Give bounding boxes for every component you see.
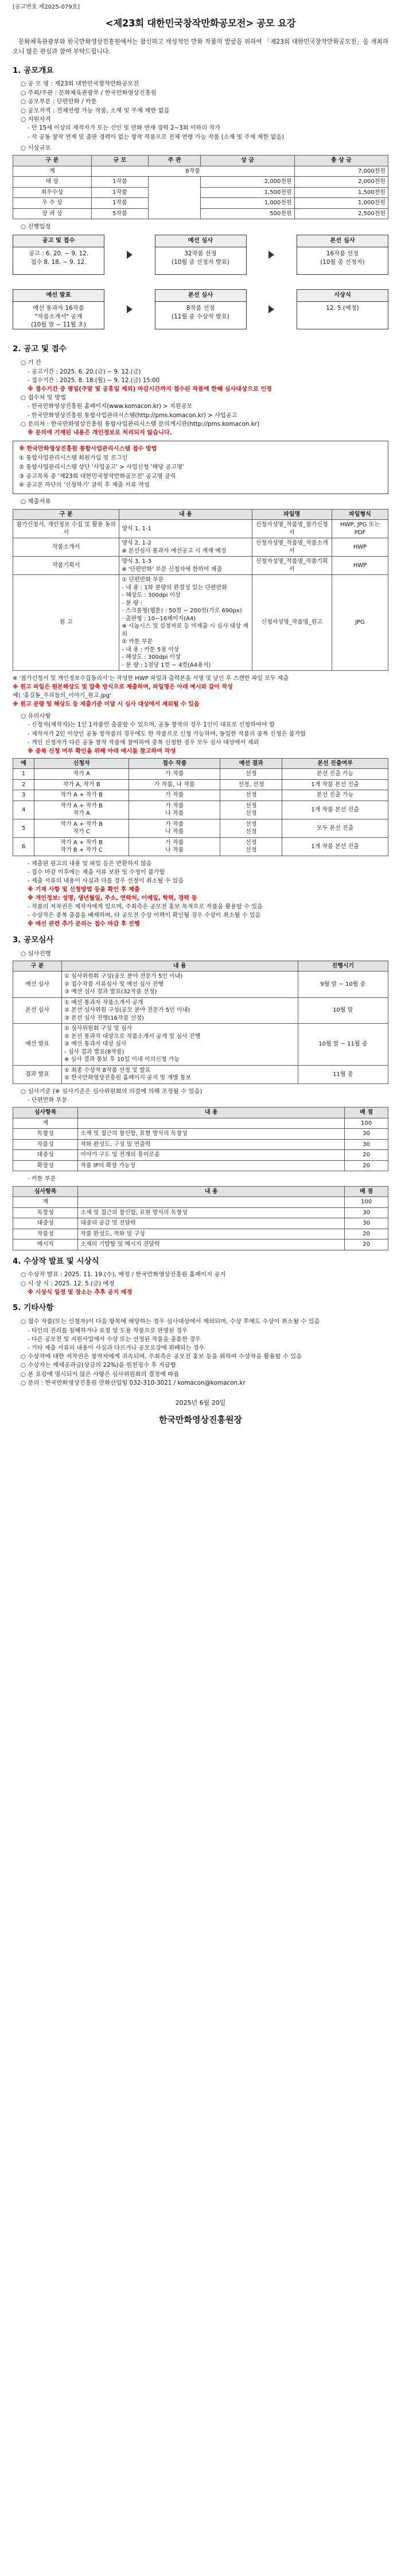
table-cell: 작가 A, 작가 B: [34, 779, 129, 790]
table-header-cell: 내 용: [78, 1108, 345, 1118]
table-row: [13, 790, 388, 801]
table-cell: 신청자성명_작품명_참가신청서: [252, 520, 332, 538]
table-header-cell: 구 분: [13, 961, 62, 972]
table-row: [13, 187, 388, 198]
table-cell: 작가 A + 작가 B 작가 C: [34, 819, 129, 837]
table-header-cell: 상 금: [201, 156, 294, 166]
criteria-comic-label: - 단편만화 부문: [28, 1097, 68, 1104]
misc-item: ○ 수상자는 제세공과금(상금의 22%)을 원천징수 후 지급함: [21, 1362, 176, 1369]
contact-line: ○ 문의처 : 한국만화영상진흥원 통합사업관리시스템 문의게시판(http://pms.komacon.kr): [21, 420, 260, 428]
table-cell: 계: [13, 166, 92, 177]
table-row: [13, 575, 388, 671]
table-header-cell: 진행시기: [298, 961, 388, 972]
table-cell: ① 예선 통과자 작품소개서 공개 ② 본선 심사위원 구성(공모 분야 전문가 5인 이내) ③ 본선 심사 진행(16작품 선정): [61, 997, 298, 1024]
docs-note: ※ '참가신청서 및 개인정보수집동의서'는 작성한 HWP 파일과 출력본을 서명 및 날인 후 스캔한 파일 모두 제출: [13, 675, 289, 682]
table-cell: 양식 3, 1-3 ※ '단편만화' 부문 신청자에 한하여 제출: [119, 557, 252, 575]
table-row: [13, 520, 388, 538]
table-cell: 30: [345, 1218, 388, 1229]
caution-item: ※ 기재 사항 및 신청방법 등을 확인 후 제출: [28, 887, 140, 893]
table-cell: 11월 중: [298, 1065, 388, 1083]
schedule-flow: [13, 235, 388, 338]
eligibility-line: - 만 15세 이상의 제작자가 또는 신인 및 만화 연재 경력 2~3회 이하의 작가: [28, 125, 221, 132]
table-cell: 30: [345, 1129, 388, 1140]
table-header-cell: 심사항목: [13, 1108, 78, 1118]
table-row: [13, 769, 388, 780]
s1-item: ○ 공모자격 : 전체연령 가능 작품, 소재 및 주제 제한 없음: [21, 107, 170, 114]
table-cell: 선정: [220, 769, 282, 780]
table-cell: 양식 1, 1-1: [119, 520, 252, 538]
criteria-cartoon-table: [13, 1186, 388, 1250]
step-title: 본선 심사: [297, 235, 388, 247]
docs-notes: [13, 674, 388, 709]
table-cell: 1작품: [91, 187, 148, 198]
table-cell: 1개 작품 본선 진출: [282, 779, 388, 790]
table-row: [13, 198, 388, 209]
table-cell: 선정 선정: [220, 819, 282, 837]
eligibility-line: - 작 공동 창작 연재 및 출판 경력이 없는 창작 작품으로 전체 연령 가능 작품 (소재 및 주제 제한 없음): [28, 134, 285, 141]
table-cell: 2: [13, 779, 34, 790]
caution-item: - 제작자가 2인 이상인 공동 창작품의 경우에도 한 작품으로 신청 가능하며, 동일한 작품의 중복 신청은 불가함: [28, 731, 306, 737]
arrow-right-icon: [268, 305, 274, 313]
table-cell: 1개 작품 본선 진출: [282, 837, 388, 856]
table-cell: 대 상: [13, 177, 92, 188]
caution-item: - 접수 마감 이후에는 제출 서류 보완 및 수정이 불가함: [28, 869, 165, 876]
table-header-cell: 접수 작품: [129, 758, 220, 769]
section-1-heading: 1. 공모개요: [13, 65, 54, 75]
table-header-cell: 배 점: [345, 1108, 388, 1118]
table-cell: 독창성: [13, 1129, 78, 1140]
table-cell: 본선 진출 가능: [282, 790, 388, 801]
issuer: 한국만화영상진흥원장: [159, 1414, 242, 1425]
caution-item: ※ 중복 신청 여부 확인을 위해 아래 예시를 참고하여 작성: [28, 748, 176, 755]
table-cell: 작가 A + 작가 B 작가 A: [34, 801, 129, 819]
documents-table: [13, 509, 388, 671]
table-cell: 9월 말 ~ 10월 중: [298, 972, 388, 998]
table-cell: ① 심사위원회 구성(공모 분야 전문가 5인 이내) ② 접수작품 서류심사 및 예선 심사 진행 ③ 예선 심사 결과 발표(32작품 선정): [61, 972, 298, 998]
table-cell: 소재 및 접근의 참신함, 표현 방식의 독창성: [78, 1129, 345, 1140]
award-item: ○ 시 상 식 : 2025. 12. 5.(금) 예정: [21, 1280, 115, 1287]
table-row: [13, 1024, 388, 1066]
step-body: 16작품 선정 (10월 중 선정자): [320, 250, 365, 266]
table-row: [13, 1240, 388, 1250]
box-step: ② 통합사업관리시스템 상단 '사업공고' > 사업신청 '해당 공고명': [19, 464, 184, 471]
box-step: ① 통합사업관리시스템 회원가입 및 로그인: [19, 454, 128, 461]
table-row: [13, 1160, 388, 1171]
criteria-comic-table: [13, 1107, 388, 1171]
intro-paragraph: 문화체육관광부와 한국만화영상진흥원에서는 참신하고 개성적인 만화 작품의 발굴을 위하여 「제23회 대한민국창작만화공모전」을 개최하오니 많은 관심과 참여 부탁드립니다.: [13, 38, 388, 56]
table-cell: 작품 IP의 확장 가능성: [78, 1160, 345, 1171]
misc-item: ○ 본 요강에 명시되지 않은 사항은 심사위원회의 결정에 따름: [21, 1370, 180, 1378]
table-cell: 10월 말: [298, 997, 388, 1024]
s1-item: ○ 주최/주관 : 문화체육관광부 / 한국만화영상진흥원: [21, 89, 157, 96]
table-cell: 3: [13, 790, 34, 801]
period-label: ○ 기 간: [21, 359, 41, 367]
box-title: ※ 한국만화영상진흥원 통합사업관리시스템 접수 방법: [19, 446, 157, 453]
step-title: 본선 심사: [155, 290, 246, 301]
table-cell: 최우수상: [13, 187, 92, 198]
period-line: - 공고기간 : 2025. 6. 20.(금) ~ 9. 12.(금): [28, 368, 141, 375]
table-cell: HWP: [332, 557, 388, 575]
caution-item: - 수상작은 중복 출품을 배제하며, 타 공모전 수상 이력이 확인될 경우 수상이 취소될 수 있음: [28, 912, 261, 919]
table-cell: 소재의 기발함 및 메시지 전달력: [78, 1240, 345, 1250]
box-step: ④ 공고문 하단의 '신청하기' 클릭 후 제출 서류 작성: [19, 482, 150, 489]
table-header-cell: 구 분: [13, 156, 92, 166]
prize-label: ○ 시상규모: [21, 144, 51, 151]
table-cell: 30: [345, 1207, 388, 1218]
table-row: [13, 538, 388, 557]
table-row: [13, 1129, 388, 1140]
table-cell: 작가 A + 작가 B 작가 B + 작가 C: [34, 837, 129, 856]
table-cell: 6: [13, 837, 34, 856]
s1-item: ○ 공 모 명 : 제23회 대한민국창작만화공모전: [21, 80, 139, 88]
judging-process-table: [13, 961, 388, 1084]
docs-note: ※ 원고 분량 및 해상도 등 제출기준 미달 시 심사 대상에서 제외될 수 있음: [13, 701, 200, 708]
award-item: ※ 시상식 일정 및 장소는 추후 공지 예정: [28, 1289, 133, 1296]
table-cell: 가 작품 나 작품: [129, 819, 220, 837]
table-cell: 메시지: [13, 1240, 78, 1250]
table-cell: 작품기획서: [13, 557, 119, 575]
table-cell: 우 수 상: [13, 198, 92, 209]
submit-label: ○ 접수처 및 방법: [21, 394, 67, 402]
table-header-cell: 예선 결과: [220, 758, 282, 769]
table-row: [13, 837, 388, 856]
table-header-cell: 심사항목: [13, 1186, 78, 1197]
caution-item: - 제출 서류의 내용이 사실과 다를 경우 선정이 취소될 수 있음: [28, 878, 184, 885]
docs-note: 예) '홍길동_우리들의_이야기_원고.jpg': [13, 693, 111, 700]
table-header-cell: 신청자: [34, 758, 129, 769]
table-cell: 1작품: [91, 198, 148, 209]
table-cell: 대중성: [13, 1150, 78, 1161]
submit-line: - 한국만화영상진흥원 통합사업관리시스템(http://pms.komacon.kr) > 사업공고: [28, 412, 238, 419]
table-row: [13, 1139, 388, 1150]
section-5-heading: 5. 기타사항: [13, 1303, 54, 1313]
table-cell: 100: [345, 1197, 388, 1208]
arrow-right-icon: [127, 305, 133, 313]
table-cell: 독창성: [13, 1207, 78, 1218]
table-cell: HWP: [332, 538, 388, 557]
table-cell: JPG: [332, 575, 388, 671]
table-cell: 5: [13, 819, 34, 837]
table-row: [13, 208, 388, 219]
submission-method-box: [13, 441, 388, 494]
misc-list: [13, 1318, 388, 1388]
table-cell: 신청자성명_작품명_작품소개서: [252, 538, 332, 557]
table-cell: 작화 완성도, 구성 및 연출력: [78, 1139, 345, 1150]
table-header-cell: 본선 진출여부: [282, 758, 388, 769]
table-cell: HWP, JPG 또는 PDF: [332, 520, 388, 538]
criteria-label: ○ 심사기준 (※ 심사기준은 심사위원회의 의결에 의해 조정될 수 있음): [21, 1087, 203, 1095]
arrow-right-icon: [268, 251, 274, 259]
misc-item: ○ 접수 작품(또는 신청자)이 다음 항목에 해당하는 경우 심사대상에서 제외되며, 수상 후에도 수상이 취소될 수 있음: [21, 1318, 320, 1326]
table-header-cell: 총 상 금: [294, 156, 388, 166]
table-cell: 2,500천원: [294, 208, 388, 219]
schedule-step: [13, 289, 104, 329]
section-3-heading: 3. 공모심사: [13, 935, 54, 945]
table-cell: 예선 발표: [13, 1024, 62, 1066]
misc-item: - 다른 공모전 및 지원사업에서 수상 또는 선정된 작품을 출품한 경우: [28, 1336, 201, 1343]
s1-item: ○ 지원자격: [21, 116, 51, 123]
table-cell: 가 작품 나 작품: [129, 801, 220, 819]
table-cell: 원 고: [13, 575, 119, 671]
misc-item: - 타인의 권리를 침해하거나 표절 및 도용 작품으로 판명된 경우: [28, 1327, 188, 1334]
table-cell: 결과 발표: [13, 1065, 62, 1083]
table-cell: 30: [345, 1139, 388, 1150]
table-row: [13, 1150, 388, 1161]
section-4-heading: 4. 수상작 발표 및 시상식: [13, 1256, 99, 1266]
table-cell: 100: [345, 1118, 388, 1129]
table-cell: 5작품: [91, 208, 148, 219]
table-cell: [149, 177, 201, 219]
step-body: 12. 5.(예정): [326, 304, 359, 312]
table-cell: ① 심사위원회 구성 및 심사 ② 본선 통과작 대상으로 작품소개서 공개 및 심사 진행 ③ 예선 통과자 대상 심사 - 심사 결과 발표(8작품) ※ 심사 결과 통보 후 10일 이내 이의신청 가능: [61, 1024, 298, 1066]
table-header-cell: 내 용: [78, 1186, 345, 1197]
table-row: [13, 1229, 388, 1240]
table-header-cell: 파일형식: [332, 509, 388, 520]
table-cell: 1작품: [91, 177, 148, 188]
schedule-step: [13, 235, 104, 275]
period-line: - 접수기간 : 2025. 8. 18.(월) ~ 9. 12.(금) 15:00: [28, 377, 160, 384]
award-list: [13, 1270, 388, 1297]
caution-item: ※ 개인정보: 성명, 생년월일, 주소, 연락처, 이메일, 학력, 경력 등: [28, 895, 197, 902]
table-cell: 신청자성명_작품명_원고: [252, 575, 332, 671]
table-cell: 대중의 공감 및 전달력: [78, 1218, 345, 1229]
table-cell: 작가 A: [34, 769, 129, 780]
table-cell: 장 려 상: [13, 208, 92, 219]
table-header-cell: 구 분: [13, 509, 119, 520]
step-title: 공고 및 접수: [13, 235, 104, 247]
table-cell: 1개 작품 본선 진출: [282, 801, 388, 819]
schedule-step: [297, 289, 388, 329]
table-header-cell: 예: [13, 758, 34, 769]
misc-item: - 기타 제출 서류의 내용이 사실과 다르거나 공모요강에 위배되는 경우: [28, 1345, 205, 1351]
table-cell: 모두 본선 진출: [282, 819, 388, 837]
table-cell: 1,000천원: [201, 198, 294, 209]
prize-table: [13, 155, 388, 219]
box-step: ③ 공고목록 중 '제23회 대한민국창작만화공모전' 공고명 클릭: [19, 473, 176, 480]
step-title: 예선 심사: [155, 235, 246, 247]
table-cell: 20: [345, 1229, 388, 1240]
page-title: <제23회 대한민국창작만화공모전> 공모 요강: [105, 17, 296, 29]
table-cell: 선정: [220, 790, 282, 801]
caution-list: [13, 721, 388, 755]
table-row: [13, 177, 388, 188]
table-row: [13, 997, 388, 1024]
criteria-cartoon-label: - 카툰 부문: [28, 1176, 56, 1183]
table-cell: 작품성: [13, 1139, 78, 1150]
notice-number: [공고번호 제2025-079호]: [13, 4, 80, 10]
schedule-step: [297, 235, 388, 275]
step-body: 8작품 선정 (11월 중 수상작 발표): [172, 304, 229, 320]
table-cell: 20: [345, 1160, 388, 1171]
table-cell: 가 작품 나 작품: [129, 837, 220, 856]
table-cell: 1,500천원: [201, 187, 294, 198]
table-cell: 4: [13, 801, 34, 819]
table-row: [13, 1118, 388, 1129]
table-cell: 참가신청서, 개인정보 수집 및 활용 동의서: [13, 520, 119, 538]
arrow-right-icon: [127, 251, 133, 259]
table-cell: 대중성: [13, 1218, 78, 1229]
table-cell: 500천원: [201, 208, 294, 219]
table-cell: 선정, 선정: [220, 779, 282, 790]
table-cell: 작품성: [13, 1229, 78, 1240]
table-row: [13, 779, 388, 790]
submit-line: - 한국만화영상진흥원 홈페이지(www.komacon.kr) > 지원공모: [28, 403, 193, 410]
schedule-step: [155, 235, 247, 275]
award-item: ○ 수상작 발표 : 2025. 11. 19.(수), 예정 / 한국만화영상진흥원 홈페이지 공지: [21, 1271, 226, 1279]
step-title: 시상식: [297, 290, 388, 301]
table-cell: 2,000천원: [201, 177, 294, 188]
table-row: [13, 819, 388, 837]
table-cell: 계: [13, 1118, 78, 1129]
table-header-cell: 규 모: [91, 156, 148, 166]
table-cell: 8작품: [91, 166, 294, 177]
table-cell: 7,000천원: [294, 166, 388, 177]
table-cell: 작품소개서: [13, 538, 119, 557]
table-cell: 2,000천원: [294, 177, 388, 188]
section-2-heading: 2. 공고 및 접수: [13, 344, 67, 354]
misc-item: ○ 문의 : 한국만화영상진흥원 만화산업팀 032-310-3021 / komacon@komacon.kr: [21, 1380, 246, 1387]
table-cell: 10월 말 ~ 11월 중: [298, 1024, 388, 1066]
table-cell: 가 작품: [129, 769, 220, 780]
table-cell: ① 단편만화 부문 - 내 용 : 1화 분량의 완결성 있는 단편만화 - 해상도 : 300dpi 이상 - 분 량 : · 스크롤형(웹툰) : 50컷 ~ 200컷(가로 690px) · 출판형 : 10~16페이지(A4) ※ 시놉시스 및 설정자료 등 미제출 시 심사 대상 제외 ② 카툰 부문 - 내 용 : 카툰 5점 이상 - 해상도 : 300dpi 이상 - 분 량 : 1점당 1컷 ~ 4컷(A4용지): [119, 575, 252, 671]
table-header-cell: 배 점: [345, 1186, 388, 1197]
table-cell: 작가 A + 작가 B: [34, 790, 129, 801]
step-title: 예선 발표: [13, 290, 104, 301]
s1-item: ○ 공모부문 : 단편만화 / 카툰: [21, 98, 97, 106]
step-body: 공고 : 6. 20. ~ 9. 12. 접수 8. 18. ~ 9. 12.: [28, 250, 89, 266]
caution-item: - 개인 신청자가 다른 공동 창작 작품에 참여하여 중복 신청한 경우 모두 심사 대상에서 제외: [28, 739, 259, 746]
table-cell: 1: [13, 769, 34, 780]
table-cell: [78, 1118, 345, 1129]
table-cell: 가 작품: [129, 790, 220, 801]
table-cell: [78, 1197, 345, 1208]
table-cell: 이야기 구도 및 전개의 흥미로움: [78, 1150, 345, 1161]
table-cell: 계: [13, 1197, 78, 1208]
table-header-cell: 내 용: [61, 961, 298, 972]
caution-label: ○ 유의사항: [21, 713, 51, 720]
table-cell: 선정 선정: [220, 837, 282, 856]
notice-date: 2025년 6월 20일: [175, 1398, 226, 1406]
table-row: [13, 557, 388, 575]
contact-note: ※ 문의에 기재된 내용은 개인정보로 처리되지 않습니다.: [28, 430, 172, 437]
caution-item: - 신청자(제작자)는 1인 1작품만 출품할 수 있으며, 공동 창작의 경우 1인이 대표로 신청하여야 함: [28, 722, 275, 729]
caution-item: - 제출된 원고의 내용 및 파일 등은 반환하지 않음: [28, 860, 152, 867]
table-cell: 작품 완성도, 작화 및 구성: [78, 1229, 345, 1240]
schedule-label: ○ 진행일정: [21, 223, 51, 231]
caution-item: ※ 예선 관련 추가 문의는 접수 마감 후 진행: [28, 921, 140, 928]
misc-item: ○ 수상작에 대한 저작권은 창작자에게 귀속되며, 주최측은 공모전 홍보 등을 위하여 수상작을 활용할 수 있음: [21, 1353, 302, 1360]
period-note: ※ 접수기간 중 평일(주말 및 공휴일 제외) 마감시간까지 접수된 작품에 한해 심사대상으로 인정: [28, 386, 272, 393]
table-row: [13, 972, 388, 998]
table-row: [13, 1065, 388, 1083]
table-cell: 신청자성명_작품명_작품기획서: [252, 557, 332, 575]
step-body: 32작품 선정 (10월 중 선정자 발표): [172, 250, 229, 266]
table-header-cell: 내 용: [119, 509, 252, 520]
table-header-cell: 파일명: [252, 509, 332, 520]
step-body: 예선 통과자 16작품 "작품소개서" 공개 (10월 말 ~ 11월 초): [31, 304, 86, 329]
table-cell: 1,000천원: [294, 198, 388, 209]
duplicate-example-table: [13, 758, 388, 856]
docs-label: ○ 제출서류: [21, 498, 51, 506]
table-cell: 20: [345, 1150, 388, 1161]
table-cell: ① 최종 수상작 8작품 선정 및 발표 ② 한국만화영상진흥원 홈페이지 공지 및 개별 통보: [61, 1065, 298, 1083]
table-row: [13, 1218, 388, 1229]
table-row: [13, 166, 388, 177]
docs-note: ※ 원고 파일은 원본해상도 및 압축 방식으로 제출하며, 파일명은 아래 예시와 같이 작성: [13, 684, 233, 691]
table-cell: 본선 진출 가능: [282, 769, 388, 780]
table-cell: 선정 선정: [220, 801, 282, 819]
judging-label: ○ 심사진행: [21, 950, 51, 957]
table-cell: 소재 및 접근의 참신함, 표현 방식의 독창성: [78, 1207, 345, 1218]
table-row: [13, 801, 388, 819]
table-cell: 예선 심사: [13, 972, 62, 998]
table-header-cell: 주 관: [149, 156, 201, 166]
table-cell: 1,500천원: [294, 187, 388, 198]
table-cell: 가 작품, 나 작품: [129, 779, 220, 790]
table-row: [13, 1207, 388, 1218]
table-cell: 확장성: [13, 1160, 78, 1171]
table-cell: 양식 2, 1-2 ※ 본선심사 통과자 예선공고 시 게재 예정: [119, 538, 252, 557]
schedule-step: [155, 289, 247, 329]
caution-tail: [13, 860, 388, 929]
caution-item: - 작품의 저작권은 제작자에게 있으며, 주최측은 공모전 홍보 목적으로 작품을 활용할 수 있음: [28, 904, 263, 911]
table-row: [13, 1197, 388, 1208]
table-cell: 본선 심사: [13, 997, 62, 1024]
table-cell: 20: [345, 1240, 388, 1250]
